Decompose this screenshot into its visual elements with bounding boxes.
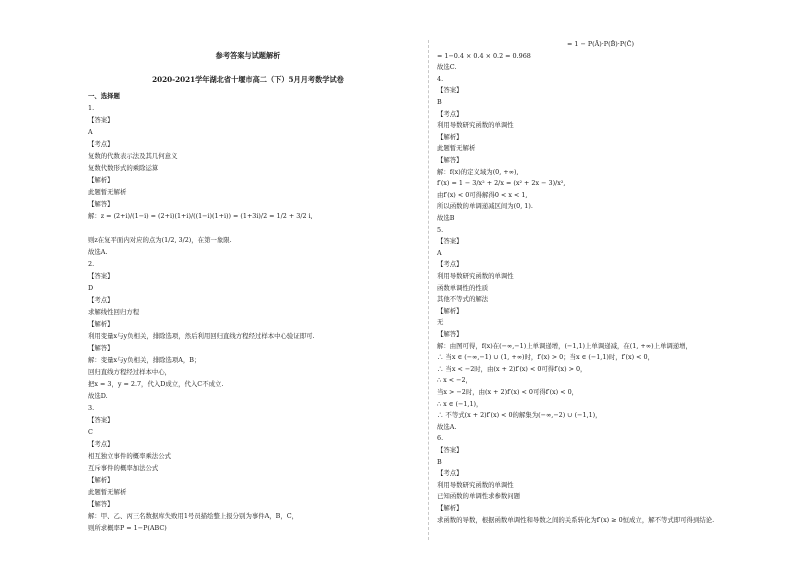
exam-subtitle: 2020-2021学年湖北省十堰市高二（下）5月月考数学试卷 (152, 75, 344, 84)
left-line-19: 【解析】 (88, 320, 114, 328)
right-line-30: 当x > −2时，由(x + 2)f′(x) < 0可得f′(x) < 0， (437, 388, 579, 396)
right-line-34: 6. (437, 434, 444, 443)
right-line-6: 【考点】 (437, 109, 463, 118)
right-line-27: ∴ 当x ∈ (−∞,−1) ∪ (1, +∞)时，f′(x) > 0；当x ∈ (−1,1)时，f′(x) < 0， (437, 353, 654, 362)
left-line-34: 【解答】 (88, 500, 114, 508)
right-line-25: 【解答】 (437, 330, 463, 338)
left-line-14: 2. (88, 260, 95, 268)
right-line-41: 求函数的导数，根据函数单调性和导数之间的关系转化为f′(x) ≥ 0恒成立，解不等式即可得到结论. (437, 515, 715, 524)
left-line-16: D (88, 284, 94, 292)
left-line-20: 利用变量x与y负相关，排除选项，然后利用回归直线方程经过样本中心验证即可. (88, 332, 315, 340)
right-line-23: 【解析】 (437, 306, 463, 315)
left-line-29: 【考点】 (88, 440, 114, 448)
right-line-33: 故选A. (437, 422, 457, 431)
column-divider (428, 40, 429, 540)
right-line-22: 其他不等式的解法 (437, 295, 489, 304)
left-line-18: 求解线性回归方程 (88, 308, 140, 316)
left-line-24: 把x = 3，y = 2.7，代入D成立，代入C不成立. (88, 380, 224, 388)
right-line-9: 此题暂无解析 (437, 144, 476, 153)
left-line-13: 故选A. (88, 248, 108, 256)
right-line-40: 【解析】 (437, 504, 463, 512)
right-line-4: 【答案】 (437, 86, 463, 95)
left-line-26: 3. (88, 404, 95, 412)
left-line-33: 此题暂无解析 (88, 488, 127, 496)
left-line-27: 【答案】 (88, 416, 114, 424)
right-line-32: ∴ 不等式(x + 2)f′(x) < 0的解集为(−∞,−2) ∪ (−1,1)， (437, 411, 602, 420)
right-line-15: 故选B (437, 214, 455, 222)
left-line-2: 【答案】 (88, 116, 114, 124)
right-line-12: f′(x) = 1 − 3/x² + 2/x = (x² + 2x − 3)/x², (437, 179, 566, 188)
right-line-2: 故选C. (437, 63, 457, 72)
right-line-28: ∴ 当x < −2时，由(x + 2)f′(x) < 0可得f′(x) > 0， (437, 364, 587, 373)
left-line-25: 故选D. (88, 392, 108, 400)
left-line-28: C (88, 428, 93, 436)
left-line-30: 相互独立事件的概率乘法公式 (88, 452, 172, 460)
right-line-26: 解：由图可得，f(x)在(−∞,−1)上单调递增，(−1,1)上单调递减，在(1, +∞)上单调递增， (437, 341, 692, 350)
right-line-10: 【解答】 (437, 156, 463, 164)
right-line-16: 5. (437, 225, 444, 234)
right-line-0: = 1 − P(Ā)·P(B̄)·P(C̄) (567, 40, 634, 48)
left-line-8: 此题暂无解析 (88, 188, 127, 196)
left-line-4: 【考点】 (88, 140, 114, 148)
left-line-35: 解：甲、乙、丙三名数据库失败用1号员描绘整上报分别为事件A，B，C， (88, 512, 298, 520)
left-line-3: A (88, 128, 93, 136)
right-line-20: 利用导数研究函数的单调性 (437, 272, 514, 280)
left-line-31: 互斥事件的概率加法公式 (88, 464, 159, 472)
right-line-19: 【考点】 (437, 260, 463, 269)
left-line-1: 1. (88, 104, 95, 112)
left-line-0: 一、选择题 (88, 92, 120, 100)
left-line-36: 则所求概率P = 1−P(ABC) (88, 524, 167, 532)
left-line-10: 解：z = (2+i)/(1−i) = (2+i)(1+i)/((1−i)(1+i)) = (1+3i)/2 = 1/2 + 3/2 i, (88, 212, 313, 220)
right-line-24: 无 (437, 318, 444, 327)
left-line-21: 【解答】 (88, 344, 114, 352)
right-line-37: 【考点】 (437, 469, 463, 478)
right-line-1: = 1−0.4 × 0.4 × 0.2 = 0.968 (437, 51, 531, 60)
left-line-32: 【解析】 (88, 476, 114, 484)
right-line-5: B (437, 98, 442, 106)
right-line-8: 【解析】 (437, 132, 463, 141)
left-line-6: 复数代数形式的乘除运算 (88, 164, 159, 172)
right-line-18: A (437, 248, 442, 257)
left-line-17: 【考点】 (88, 296, 114, 304)
left-line-9: 【解答】 (88, 200, 114, 208)
right-line-39: 已知函数的单调性求参数问题 (437, 492, 521, 501)
right-line-36: B (437, 457, 442, 466)
left-line-15: 【答案】 (88, 272, 114, 280)
right-line-13: 由f′(x) < 0可得解得0 < x < 1, (437, 190, 528, 199)
right-line-14: 所以函数的单调递减区间为(0, 1). (437, 202, 533, 211)
left-line-22: 解：变量x与y负相关，排除选项A，B； (88, 356, 201, 364)
page-title: 参考答案与试题解析 (215, 51, 281, 60)
right-line-17: 【答案】 (437, 237, 463, 246)
right-line-35: 【答案】 (437, 446, 463, 454)
right-line-31: ∴ x ∈ (−1,1)， (437, 399, 483, 408)
right-line-38: 利用导数研究函数的单调性 (437, 480, 514, 489)
right-line-21: 函数单调性的性质 (437, 283, 489, 292)
left-line-23: 回归直线方程经过样本中心， (88, 368, 172, 376)
right-line-7: 利用导数研究函数的单调性 (437, 121, 514, 130)
right-line-11: 解：f(x)的定义域为(0, +∞), (437, 167, 519, 176)
left-line-7: 【解析】 (88, 176, 114, 184)
left-line-12: 则z在复平面内对应的点为(1/2, 3/2)，在第一象限. (88, 236, 232, 244)
right-line-3: 4. (437, 74, 444, 83)
right-line-29: ∴ x < −2， (437, 376, 472, 385)
left-line-5: 复数的代数表示法及其几何意义 (88, 152, 178, 160)
